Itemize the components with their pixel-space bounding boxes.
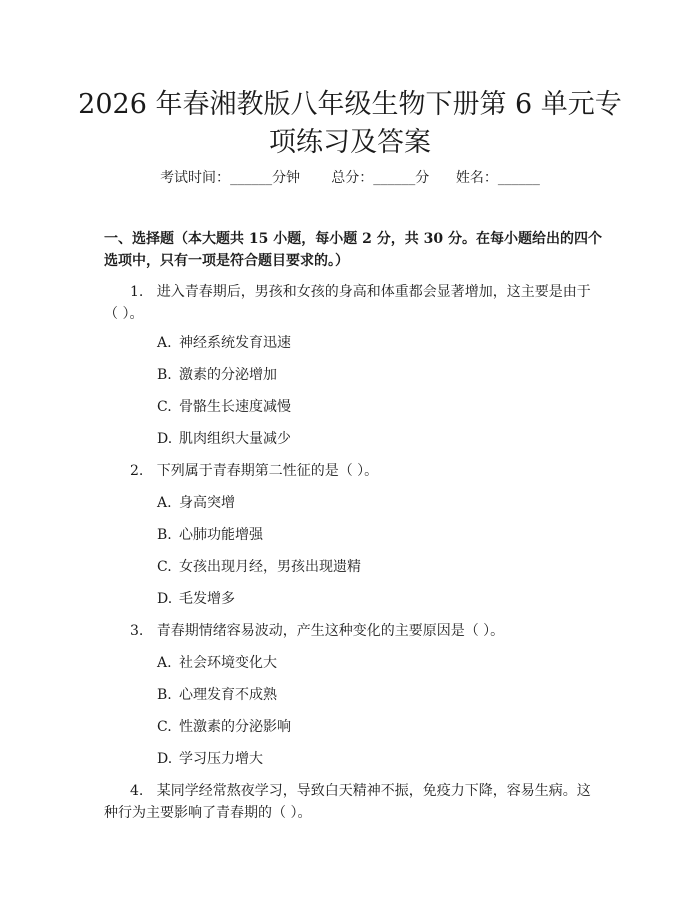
option-text: 心肺功能增强 bbox=[179, 527, 263, 543]
exam-score-label: 总分： bbox=[331, 170, 374, 186]
question-2-option-d bbox=[157, 588, 235, 610]
question-1-option-c bbox=[157, 396, 291, 418]
section-heading-choice: 一、选择题（本大题共 15 小题，每小题 2 分，共 30 分。在每小题给出的四个选项中，只有一项是符合题目要求的。） bbox=[104, 231, 602, 269]
question-1-option-a bbox=[157, 332, 291, 354]
option-label: B. bbox=[157, 367, 172, 383]
question-3-option-a bbox=[157, 652, 277, 674]
exam-score-blank: ______ bbox=[373, 170, 416, 186]
option-label: C. bbox=[157, 399, 172, 415]
option-label: D. bbox=[157, 751, 173, 767]
option-text: 骨骼生长速度减慢 bbox=[179, 399, 291, 415]
option-label: B. bbox=[157, 687, 172, 703]
question-text: 下列属于青春期第二性征的是（ ）。 bbox=[156, 463, 379, 479]
option-text: 肌肉组织大量减少 bbox=[179, 431, 291, 447]
question-number: 1. bbox=[130, 284, 144, 300]
option-label: D. bbox=[157, 591, 173, 607]
document-title-line-2: 项练习及答案 bbox=[269, 127, 431, 158]
question-3 bbox=[104, 620, 596, 642]
question-1 bbox=[104, 281, 596, 325]
question-2-option-c bbox=[157, 556, 361, 578]
question-text: 某同学经常熬夜学习，导致白天精神不振，免疫力下降，容易生病。这种行为主要影响了青春期的（ ）。 bbox=[104, 783, 591, 821]
question-2-option-b bbox=[157, 524, 263, 546]
question-number: 4. bbox=[130, 783, 144, 799]
option-label: B. bbox=[157, 527, 172, 543]
question-1-option-b bbox=[157, 364, 277, 386]
exam-time-unit: 分钟 bbox=[272, 170, 301, 186]
exam-score-unit: 分 bbox=[415, 170, 430, 186]
option-text: 身高突增 bbox=[179, 495, 235, 511]
question-number: 2. bbox=[130, 463, 144, 479]
option-text: 女孩出现月经，男孩出现遗精 bbox=[179, 559, 361, 575]
document-title-line-1: 2026 年春湘教版八年级生物下册第 6 单元专 bbox=[78, 89, 622, 120]
option-label: A. bbox=[157, 335, 172, 351]
option-label: D. bbox=[157, 431, 173, 447]
question-text: 进入青春期后，男孩和女孩的身高和体重都会显著增加，这主要是由于（ ）。 bbox=[104, 284, 591, 322]
option-text: 心理发育不成熟 bbox=[179, 687, 277, 703]
question-3-option-b bbox=[157, 684, 277, 706]
option-text: 毛发增多 bbox=[179, 591, 235, 607]
option-text: 性激素的分泌影响 bbox=[179, 719, 291, 735]
option-label: A. bbox=[157, 655, 172, 671]
question-3-option-c bbox=[157, 716, 291, 738]
option-label: A. bbox=[157, 495, 172, 511]
exam-time-blank: ______ bbox=[230, 170, 273, 186]
question-text: 青春期情绪容易波动，产生这种变化的主要原因是（ ）。 bbox=[156, 623, 505, 639]
question-2-option-a bbox=[157, 492, 235, 514]
exam-info-line bbox=[0, 168, 700, 188]
question-number: 3. bbox=[130, 623, 144, 639]
question-2 bbox=[104, 460, 596, 482]
question-3-option-d bbox=[157, 748, 263, 770]
option-text: 学习压力增大 bbox=[179, 751, 263, 767]
option-label: C. bbox=[157, 719, 172, 735]
exam-name-blank: ______ bbox=[497, 170, 540, 186]
exam-name-label: 姓名： bbox=[455, 170, 498, 186]
option-label: C. bbox=[157, 559, 172, 575]
option-text: 社会环境变化大 bbox=[179, 655, 277, 671]
question-4 bbox=[104, 780, 596, 824]
question-1-option-d bbox=[157, 428, 291, 450]
option-text: 激素的分泌增加 bbox=[179, 367, 277, 383]
option-text: 神经系统发育迅速 bbox=[179, 335, 291, 351]
exam-time-label: 考试时间： bbox=[160, 170, 231, 186]
